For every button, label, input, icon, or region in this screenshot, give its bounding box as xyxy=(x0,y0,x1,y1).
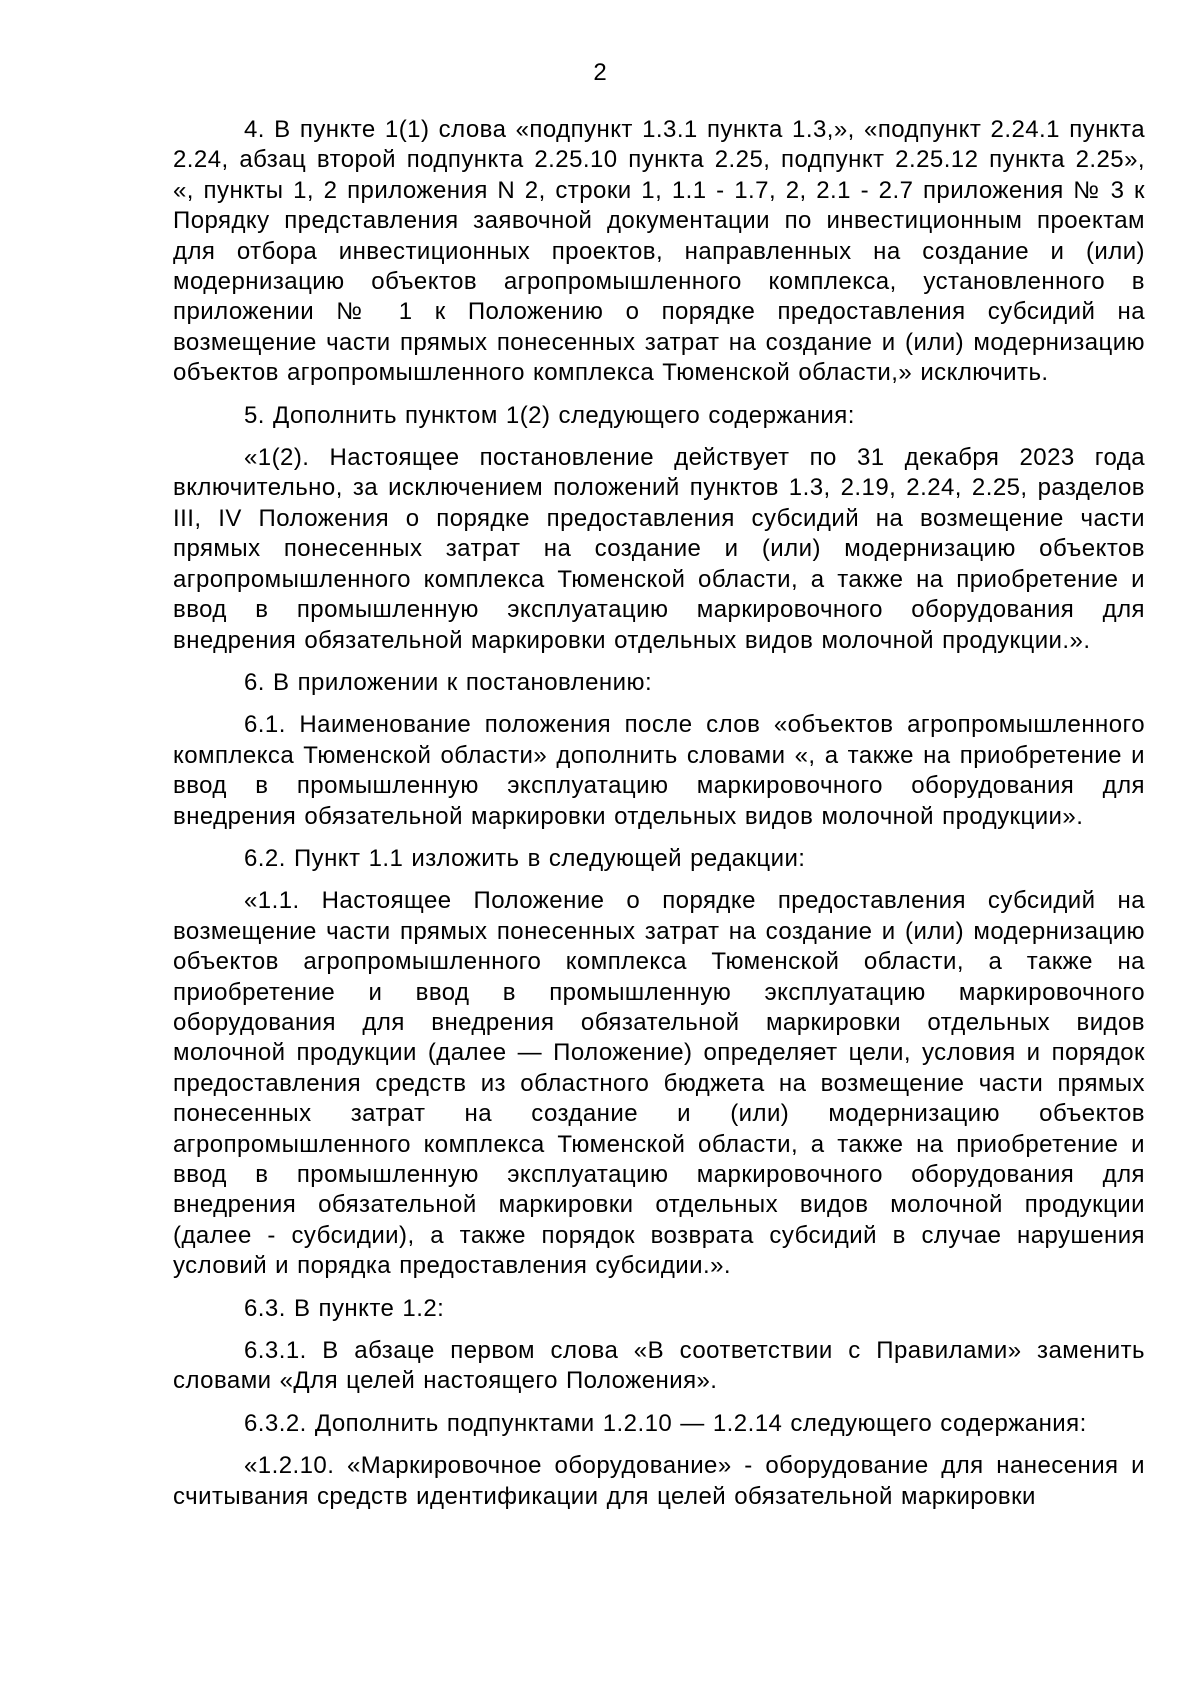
paragraph-item-6-1: 6.1. Наименование положения после слов «объектов агропромышленного комплекса Тюменской области» дополнить словами «, а также на приобретение и ввод в промышленную эксплуатацию маркировочного оборудования для внедрения обязательной маркировки отдельных видов молочной продукции». xyxy=(173,711,1145,830)
paragraph-point-1-2-10-text: «1.2.10. «Маркировочное оборудование» - оборудование для нанесения и считывания средств идентификации для целей обязательной маркировки xyxy=(173,1452,1145,1510)
paragraph-item-6-3: 6.3. В пункте 1.2: xyxy=(244,1294,445,1322)
paragraph-item-4: 4. В пункте 1(1) слова «подпункт 1.3.1 пункта 1.3,», «подпункт 2.24.1 пункта 2.24, абзац второй подпункта 2.25.10 пункта 2.25, подпункт 2.25.12 пункта 2.25», «, пункты 1, 2 приложения N 2, строки 1, 1.1 - 1.7, 2, 2.1 - 2.7 приложения № 3 к Порядку представления заявочной документации по инвестиционным проектам для отбора инвестиционных проектов, направленных на создание и (или) модернизацию объектов агропромышленного комплекса, установленного в приложении № 1 к Положению о порядке предоставления субсидий на возмещение части прямых понесенных затрат на создание и (или) модернизацию объектов агропромышленного комплекса Тюменской области,» исключить. xyxy=(173,116,1145,387)
paragraph-item-6-2: 6.2. Пункт 1.1 изложить в следующей редакции: xyxy=(244,844,806,872)
page-number: 2 xyxy=(593,59,607,86)
paragraph-item-6-3-2: 6.3.2. Дополнить подпунктами 1.2.10 — 1.2.14 следующего содержания: xyxy=(244,1409,1087,1437)
paragraph-item-6: 6. В приложении к постановлению: xyxy=(244,668,653,696)
paragraph-item-6-3-1: 6.3.1. В абзаце первом слова «В соответствии с Правилами» заменить словами «Для целей настоящего Положения». xyxy=(173,1337,1145,1395)
paragraph-point-1-2-text: «1(2). Настоящее постановление действует по 31 декабря 2023 года включительно, за исключением положений пунктов 1.3, 2.19, 2.24, 2.25, разделов III, IV Положения о порядке предоставления субсидий на возмещение части прямых понесенных затрат на создание и (или) модернизацию объектов агропромышленного комплекса Тюменской области, а также на приобретение и ввод в промышленную эксплуатацию маркировочного оборудования для внедрения обязательной маркировки отдельных видов молочной продукции.». xyxy=(173,444,1145,654)
document-body xyxy=(173,115,1145,1524)
paragraph-item-5: 5. Дополнить пунктом 1(2) следующего содержания: xyxy=(244,401,855,429)
paragraph-point-1-1-text: «1.1. Настоящее Положение о порядке предоставления субсидий на возмещение части прямых понесенных затрат на создание и (или) модернизацию объектов агропромышленного комплекса Тюменской области, а также на приобретение и ввод в промышленную эксплуатацию маркировочного оборудования для внедрения обязательной маркировки отдельных видов молочной продукции (далее — Положение) определяет цели, условия и порядок предоставления средств из областного бюджета на возмещение части прямых понесенных затрат на создание и (или) модернизацию объектов агропромышленного комплекса Тюменской области, а также на приобретение и ввод в промышленную эксплуатацию маркировочного оборудования для внедрения обязательной маркировки отдельных видов молочной продукции (далее - субсидии), а также порядок возврата субсидий в случае нарушения условий и порядка предоставления субсидии.». xyxy=(173,887,1145,1280)
